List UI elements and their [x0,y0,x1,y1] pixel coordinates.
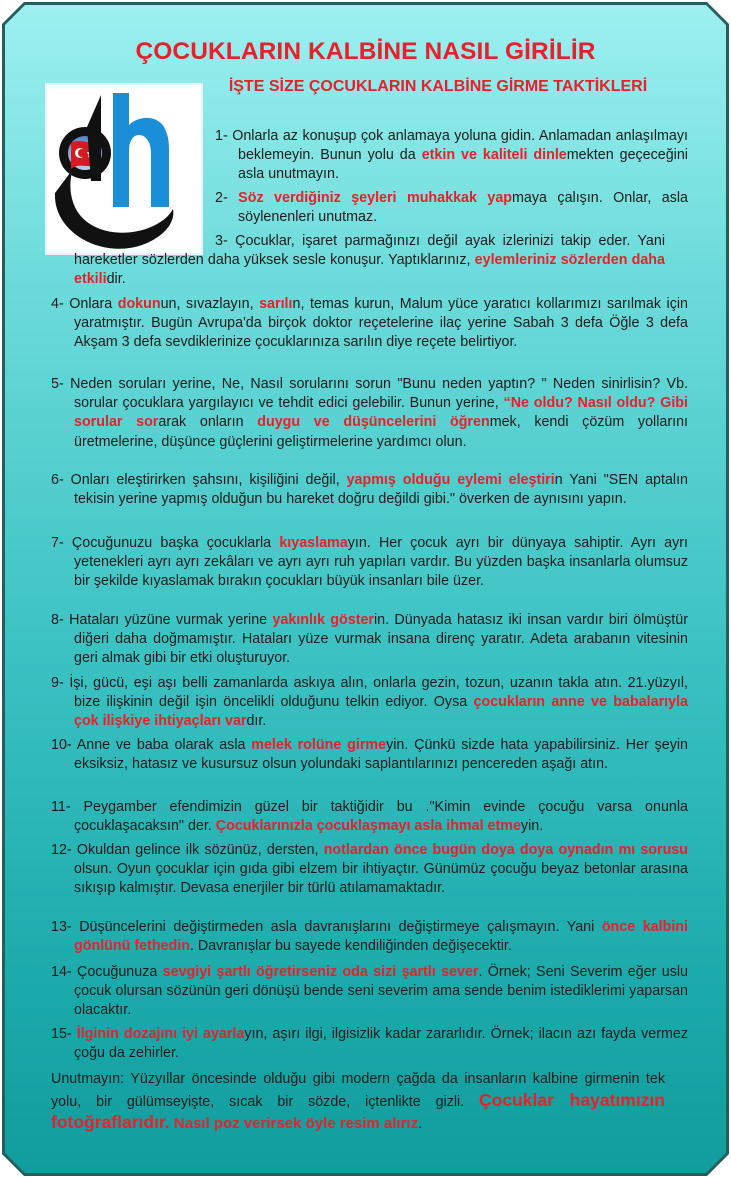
dh-logo-icon [47,85,201,253]
item-2 [215,189,688,227]
item-number: 14- [51,964,72,980]
item-number: 4- [51,296,64,312]
item-number: 3- [215,233,228,249]
item-number: 13- [51,919,72,935]
item-text: Onları eleştirirken şahsını, kişiliğini değil, [70,472,347,488]
footer-note [51,1069,665,1135]
item-highlight: eylemleriniz sözlerden daha etkili [74,252,665,288]
item-highlight: melek rolüne girme [251,737,387,753]
item-text: yin. [520,818,544,835]
item-text: . Örnek; Seni Severim eğer uslu çocuk olursan sözünün geri dönüşü bende seni severim ama sende benim istediklerimi yaparsan olacaktır. [74,964,688,1019]
item-11 [51,798,688,836]
item-highlight: önce kalbini gönlünü fethedin [74,919,688,955]
item-number: 8- [51,612,64,628]
item-text: mek, kendi çözüm yollarını üretmelerine, düşünce güçlerini geliştirmelerine yardımcı olun. [74,414,688,450]
item-number: 1- [215,128,228,144]
item-text: mekten geçeceğini asla unutmayın. [238,147,688,183]
item-highlight: dokun [117,296,161,312]
item-text: n Yani "SEN aptalın tekisin yerine yapmış olduğun bu hareket doğru değildi gibi." överken de aynısını yapın. [74,472,688,508]
item-text: Anne ve baba olarak asla [76,737,252,753]
item-highlight: kıyaslama [279,535,348,551]
item-number: 9- [51,675,64,691]
item-text: Çocuğunuzu başka çocuklarla [71,535,280,551]
item-text: dir. [106,271,126,288]
item-7 [51,534,688,592]
item-text: Peygamber efendimizin güzel bir taktiğidir bu ."Kimin evinde çocuğu varsa onunla çocuklaşacaksın" der. [74,799,688,835]
item-5 [51,375,688,452]
item-6 [51,471,688,509]
item-highlight: İlginin dozajını iyi ayarla [76,1026,245,1042]
footer-tail: Nasıl poz verirsek öyle resim alırız [169,1115,419,1132]
item-number: 12- [51,842,72,858]
footer-highlight: Çocuklar hayatımızın fotoğraflarıdır. [51,1089,665,1132]
item-number: 6- [51,472,64,488]
item-text: maya çalışın. Onlar, asla söylenenleri unutmaz. [238,190,688,226]
item-10 [51,736,688,774]
item-8 [51,611,688,669]
item-9 [51,674,688,732]
footer-end: . [418,1116,423,1132]
item-highlight: Söz verdiğiniz şeyleri muhakkak yap [238,190,513,206]
item-text: Onlara [69,296,118,312]
item-text: yın, aşırı ilgi, ilgisizlik kadar zararlıdır. Örnek; ilacın azı fayda vermez çoğu da zehirler. [74,1026,688,1062]
item-highlight: duygu ve düşüncelerini öğren [257,414,490,431]
item-number: 11- [51,799,71,815]
item-text: olsun. Oyun çocuklar için gıda gibi elzem bir ihtiyaçtır. Günümüz çocuğu beyaz betonlar arasına sıkışıp kalmıştır. Devasa enerjiler bir türlü atılamamaktadır. [74,861,688,897]
footer-text: Unutmayın: Yüzyıllar öncesinde olduğu gibi modern çağda da insanların kalbine girmenin tek yolu, bir gülümseyişte, sıcak bir sözde, içtenlikte gizli. [51,1071,665,1110]
item-text: Okuldan gelince ilk sözünüz, dersten, [76,842,324,858]
item-text: yın. Her çocuk ayrı bir dünyaya sahiptir. Ayrı ayrı yetenekleri ayrı ayrı zekâları ve ayrı ayrı ruh yapıları vardır. Bu yüzden başka insanlarla olumsuz bir şekilde kıyaslamak bırakın çocukları büyük insanları bile üzer. [74,535,688,590]
item-text: İşi, gücü, eşi aşı belli zamanlarda askıya alın, onlarla gezin, tozun, uzanın takla atın. 21.yüzyıl, bize ilişkinin değil işin öncelikli olduğunu telkin ediyor. Oysa [69,675,688,711]
item-text: Onlarla az konuşup çok anlamaya yoluna gidin. Anlamadan anlaşılmayı beklemeyin. Bunun yolu da [232,128,688,164]
item-1 [215,127,688,185]
item-text: in. Dünyada hatasız iki insan vardır biri ölmüştür diğeri daha doğmamıştır. Hataları yüze vurmak insana direnç yaratır. Adeta arabanın vitesinin geri almak gibi bir etki oluşturuyor. [74,612,688,667]
item-14 [51,963,688,1021]
item-text: Çocuğunuza [77,964,163,980]
item-highlight: sevgiyi şartlı öğretirseniz oda sizi şartlı sever [162,964,479,980]
item-text: dır. [246,713,267,730]
item-4 [51,295,688,353]
logo [45,83,203,255]
item-text: Düşüncelerini değiştirmeden asla davranışlarını değiştirmeye çalışmayın. Yani [79,919,602,935]
item-highlight: sarılı [259,296,293,312]
item-15 [51,1025,688,1063]
item-text: Hataları yüzüne vurmak yerine [69,612,273,628]
item-highlight: etkin ve kaliteli dinle [421,147,567,164]
item-text: arak onların [158,414,258,431]
item-13 [51,918,688,956]
item-number: 5- [51,376,64,392]
item-number: 2- [215,190,228,206]
item-number: 7- [51,535,64,551]
item-text: Çocuklar, işaret parmağınızı değil ayak izlerinizi takip eder. Yani hareketler sözlerden daha yüksek sesle konuşur. Yaptıklarınız, [74,233,665,269]
subtitle: İŞTE SİZE ÇOCUKLARIN KALBİNE GİRME TAKTİKLERİ [228,78,648,95]
item-number: 15- [51,1026,72,1042]
item-highlight: yakınlık göster [272,612,374,628]
item-text: un, sıvazlayın, [160,296,260,312]
item-highlight: notlardan önce bugün doya doya oynadın mı sorusu [323,842,688,858]
item-text: Neden soruları yerine, Ne, Nasıl sorularını sorun "Bunu neden yaptın? " Neden sinirlisin? Vb. sorular çocuklara yargılayıcı ve tehdit edici gelebilir. Bunun yerine, [70,376,688,412]
item-12 [51,841,688,899]
item-3 [74,232,665,290]
item-text: . Davranışlar bu sayede kendiliğinden değişecektir. [189,938,512,955]
item-text: yin. Çünkü sizde hata yapabilirsiniz. Her şeyin eksiksiz, hatasız ve kusursuz olsun yolundaki saplantılarınızı pencereden aşağı atın. [74,737,688,773]
item-highlight: “Ne oldu? Nasıl oldu? Gibi sorular sor [74,395,688,431]
item-text: n, temas kurun, Malum yüce yaratıcı kollarımızı sarılmak için yaratmıştır. Bugün Avrupa'da birçok doktor reçetelerine ilaç yerine Sabah 3 defa Öğle 3 defa Akşam 3 defa sevdiklerinize çocuklarınıza sarılın diye reçete belirtiyor. [74,296,688,351]
page-title: ÇOCUKLARIN KALBİNE NASIL GİRİLİR [135,38,596,65]
item-highlight: yapmış olduğu eylemi eleştiri [346,472,555,488]
item-number: 10- [51,737,72,753]
item-highlight: çocukların anne ve babalarıyla çok ilişkiye ihtiyaçları var [74,694,688,730]
item-highlight: Çocuklarınızla çocuklaşmayı asla ihmal etme [215,818,521,835]
